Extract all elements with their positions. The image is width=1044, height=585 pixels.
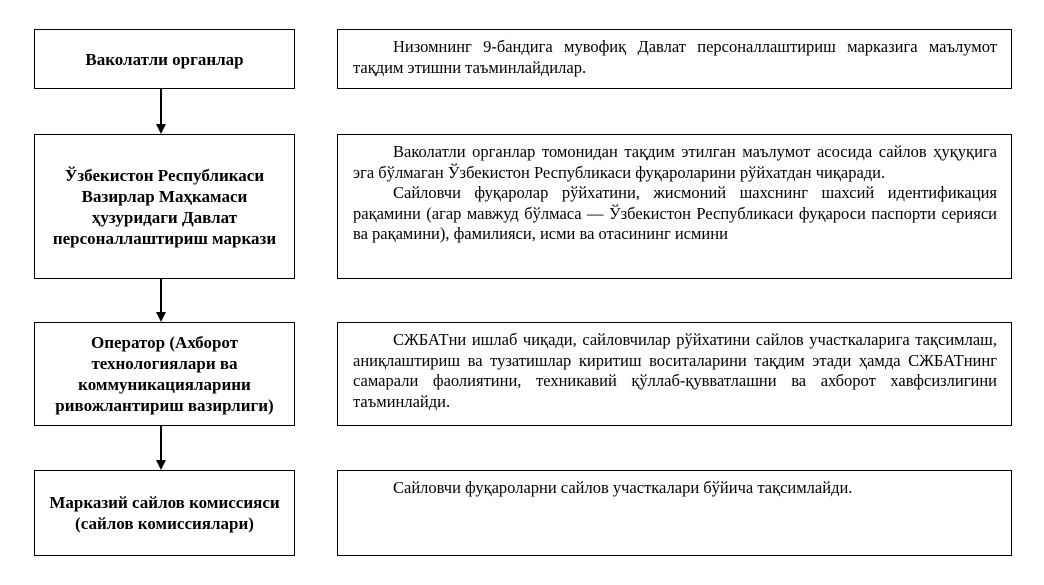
stage-1-actor-label: Ваколатли органлар	[85, 49, 244, 69]
stage-2-description-box	[337, 134, 1012, 279]
stage-4-actor-label: Марказий сайлов комиссияси (сайлов комиссиялари)	[49, 493, 280, 533]
stage-4-actor-box	[34, 470, 295, 556]
flow-arrow-2	[156, 279, 166, 322]
stage-3-actor-label: Оператор (Ахборот технологиялари ва коммуникацияларини ривожлантириш вазирлиги)	[55, 333, 274, 415]
stage-4-description-box	[337, 470, 1012, 556]
stage-4-description-paragraph-1: Сайловчи фуқароларни сайлов участкалари бўйича тақсимлайди.	[393, 478, 853, 497]
stage-2-actor-label: Ўзбекистон Республикаси Вазирлар Маҳкамаси ҳузуридаги Давлат персоналлаштириш маркази	[52, 165, 277, 248]
flow-arrow-1	[156, 89, 166, 134]
stage-2-actor-box	[34, 134, 295, 279]
stage-2-description-paragraph-1: Ваколатли органлар томонидан тақдим этилган маълумот асосида сайлов ҳуқуқига эга бўлмаган Ўзбекистон Республикаси фуқароларини рўйхатдан чиқаради.	[353, 142, 997, 182]
stage-3-description-box	[337, 322, 1012, 426]
stage-1-description-box	[337, 29, 1012, 89]
stage-2-description-paragraph-2: Сайловчи фуқаролар рўйхатини, жисмоний шахснинг шахсий идентификация рақамини (агар мавжуд бўлмаса — Ўзбекистон Республикаси фуқароси паспорти серияси ва рақамини), фамилияси, исми ва отасининг исмини	[353, 183, 997, 243]
stage-3-actor-box	[34, 322, 295, 426]
stage-1-description-paragraph-1: Низомнинг 9-бандига мувофиқ Давлат персоналлаштириш марказига маълумот тақдим этишни таъминлайдилар.	[353, 37, 997, 77]
stage-3-description-paragraph-1: СЖБАТни ишлаб чиқади, сайловчилар рўйхатини сайлов участкаларига тақсимлаш, аниқлаштириш ва тузатишлар киритиш воситаларини тақдим этади ҳамда СЖБАТнинг самарали фаолиятини, техникавий қўллаб-қувватлашни ва ахборот хавфсизлигини таъминлайди.	[353, 330, 997, 411]
flow-arrow-3	[156, 426, 166, 470]
stage-1-actor-box	[34, 29, 295, 89]
